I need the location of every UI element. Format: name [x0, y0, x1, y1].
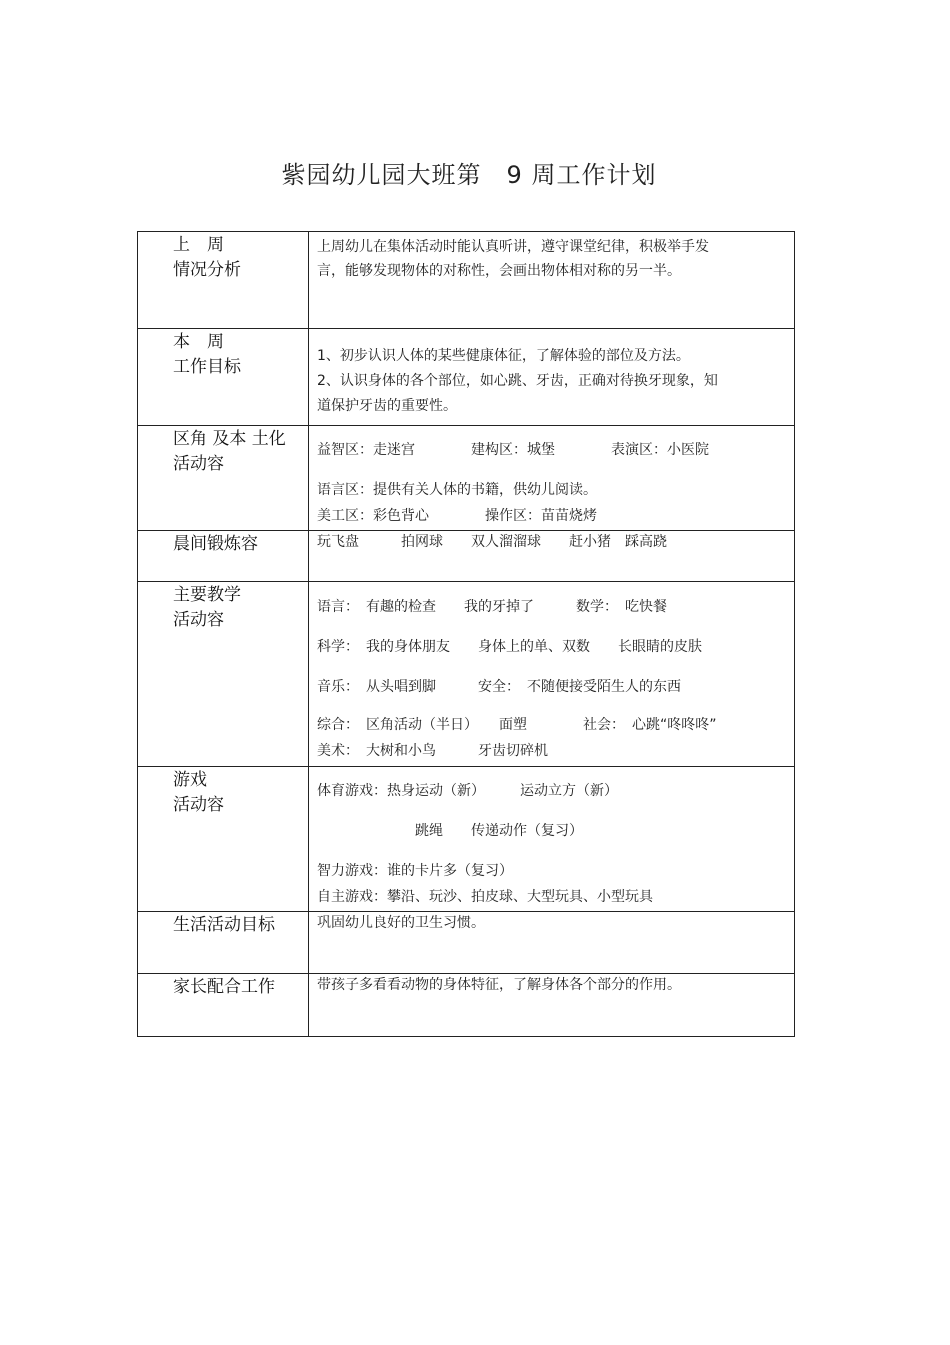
row-content-cell [309, 974, 795, 1037]
content-line: 综合： 区角活动（半日） 面塑 社会： 心跳“咚咚咚” [317, 717, 717, 733]
row-label-cell [138, 329, 309, 426]
row-content-cell [309, 232, 795, 329]
content-line: 美工区：彩色背心 操作区：苗苗烧烤 [317, 508, 597, 524]
content-line: 1、初步认识人体的某些健康体征，了解体验的部位及方法。 [317, 348, 690, 364]
page-title: 紫园幼儿园大班第 9 周工作计划 [281, 161, 657, 189]
row-content [309, 912, 794, 933]
content-line: 玩飞盘 拍网球 双人溜溜球 赶小猪 踩高跷 [317, 534, 667, 550]
row-label: 游戏 活动容 [173, 770, 224, 815]
content-line: 科学： 我的身体朋友 身体上的单、双数 长眼睛的皮肤 [317, 639, 702, 655]
row-label: 主要教学 活动容 [173, 585, 241, 630]
content-line: 美术： 大树和小鸟 牙齿切碎机 [317, 743, 548, 759]
content-line: 自主游戏：攀沿、玩沙、拍皮球、大型玩具、小型玩具 [317, 889, 653, 905]
weekly-plan-table [137, 231, 795, 1037]
table-row-game-activities [138, 767, 795, 912]
row-content-cell [309, 531, 795, 582]
content-line: 智力游戏：谁的卡片多（复习） [317, 863, 513, 879]
row-label: 家长配合工作 [173, 977, 275, 997]
row-label: 本 周 工作目标 [173, 332, 241, 377]
row-content [309, 531, 794, 552]
table-row-this-week-goals [138, 329, 795, 426]
content-line: 体育游戏：热身运动（新） 运动立方（新） [317, 783, 618, 799]
content-line: 道保护牙齿的重要性。 [317, 398, 457, 414]
row-label-cell [138, 232, 309, 329]
table-row-parent-cooperation [138, 974, 795, 1037]
row-content [309, 767, 794, 907]
row-label: 晨间锻炼容 [173, 534, 258, 554]
content-line: 言，能够发现物体的对称性，会画出物体相对称的另一半。 [317, 263, 681, 279]
row-content-cell [309, 912, 795, 974]
content-line: 跳绳 传递动作（复习） [317, 823, 583, 839]
row-content [309, 582, 794, 761]
row-label: 区角 及本 土化 活动容 [173, 429, 286, 474]
row-content-cell [309, 329, 795, 426]
row-label-cell [138, 582, 309, 767]
table-row-daily-life-goals [138, 912, 795, 974]
row-label-cell [138, 426, 309, 531]
table-row-last-week-analysis [138, 232, 795, 329]
row-content-cell [309, 582, 795, 767]
table-row-main-teaching [138, 582, 795, 767]
row-label-cell [138, 974, 309, 1037]
row-label: 生活活动目标 [173, 915, 275, 935]
table-row-area-activities [138, 426, 795, 531]
row-label: 上 周 情况分析 [173, 235, 241, 280]
content-line: 语言区：提供有关人体的书籍，供幼儿阅读。 [317, 482, 597, 498]
content-line: 上周幼儿在集体活动时能认真听讲，遵守课堂纪律，积极举手发 [317, 239, 709, 255]
row-content [309, 426, 794, 526]
table-row-morning-exercise [138, 531, 795, 582]
content-line: 益智区：走迷宫 建构区：城堡 表演区：小医院 [317, 442, 709, 458]
row-content [309, 329, 794, 419]
row-label-cell [138, 767, 309, 912]
row-content-cell [309, 767, 795, 912]
content-line: 带孩子多看看动物的身体特征，了解身体各个部分的作用。 [317, 977, 681, 993]
row-content [309, 974, 794, 995]
content-line: 音乐： 从头唱到脚 安全： 不随便接受陌生人的东西 [317, 679, 681, 695]
row-content-cell [309, 426, 795, 531]
row-label-cell [138, 912, 309, 974]
row-content [309, 232, 794, 283]
content-line: 2、认识身体的各个部位，如心跳、牙齿，正确对待换牙现象，知 [317, 373, 718, 389]
content-line: 语言： 有趣的检查 我的牙掉了 数学： 吃快餐 [317, 599, 667, 615]
content-line: 巩固幼儿良好的卫生习惯。 [317, 915, 485, 931]
row-label-cell [138, 531, 309, 582]
